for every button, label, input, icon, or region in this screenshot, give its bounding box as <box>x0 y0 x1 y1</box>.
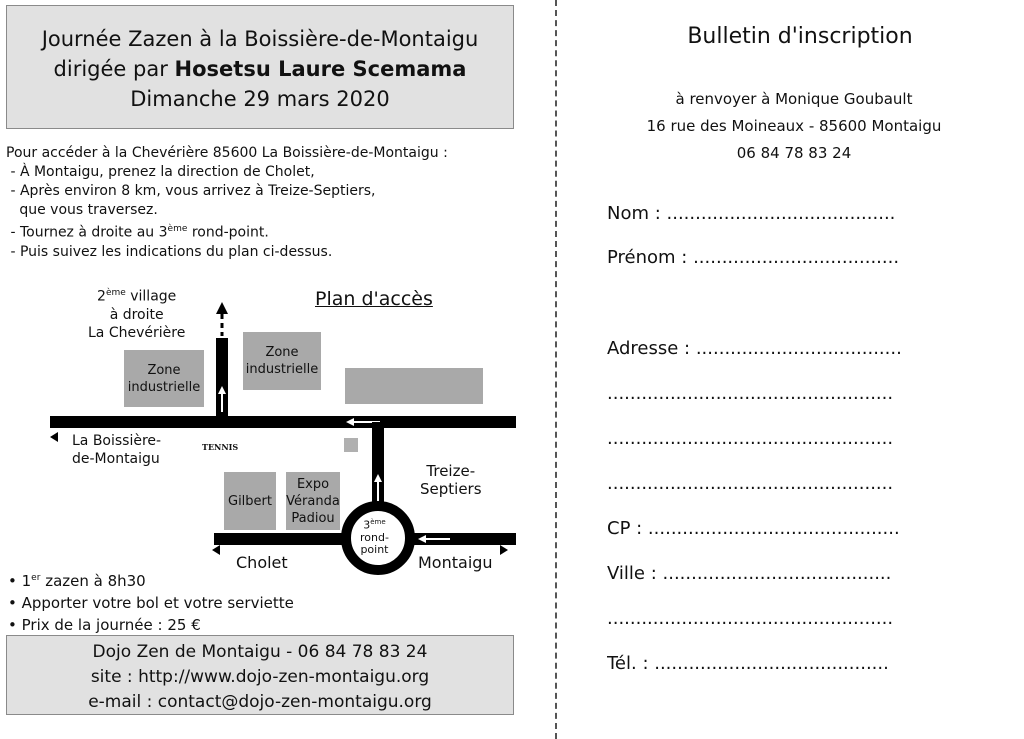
cholet-label: Cholet <box>236 553 288 572</box>
west-arrow-icon <box>50 432 58 442</box>
village-label: 2ème village à droite La Chevérière <box>88 288 186 341</box>
adresse-field[interactable]: Adresse : .................................... <box>607 338 902 359</box>
zone-industrielle-2: Zone industrielle <box>243 332 321 390</box>
event-title: Journée Zazen à la Boissière-de-Montaigu <box>41 27 479 51</box>
event-date: Dimanche 29 mars 2020 <box>130 87 390 111</box>
list-item: • Prix de la journée : 25 € <box>8 616 201 634</box>
gilbert-building: Gilbert <box>224 472 276 530</box>
list-item: • 1er zazen à 8h30 <box>8 572 146 590</box>
unnamed-building <box>345 368 483 404</box>
directions-step: - Puis suivez les indications du plan ci-dessus. <box>6 243 333 260</box>
roundabout-label: 3ème rond- point <box>360 518 389 556</box>
montaigu-label: Montaigu <box>418 553 493 572</box>
event-leader: dirigée par Hosetsu Laure Scemama <box>53 57 467 81</box>
directions-step: - Après environ 8 km, vous arrivez à Treize-Septiers, <box>6 183 376 199</box>
treize-septiers-label: Treize- Septiers <box>420 462 482 498</box>
cholet-arrow-icon <box>212 545 220 555</box>
boissiere-label: La Boissière- de-Montaigu <box>72 433 162 467</box>
leader-name: Hosetsu Laure Scemama <box>174 57 467 81</box>
form-title: Bulletin d'inscription <box>687 24 913 49</box>
event-title-box <box>6 5 514 129</box>
dojo-site: site : http://www.dojo-zen-montaigu.org <box>90 667 430 687</box>
list-item: • Apporter votre bol et votre serviette <box>8 594 294 612</box>
montaigu-arrow-icon <box>500 545 508 555</box>
main-road <box>50 416 516 428</box>
nom-field[interactable]: Nom : ........................................ <box>607 203 896 224</box>
cp-field[interactable]: CP : ............................................ <box>607 518 900 539</box>
directions-step: que vous traversez. <box>6 202 158 218</box>
dojo-phone: Dojo Zen de Montaigu - 06 84 78 83 24 <box>92 642 428 662</box>
adresse-line-4[interactable]: .................................................. <box>607 473 894 494</box>
directions-step: - Tournez à droite au 3ème rond-point. <box>6 224 269 241</box>
access-map <box>40 282 530 582</box>
prenom-field[interactable]: Prénom : .................................... <box>607 247 900 268</box>
tennis-label: TENNIS <box>202 442 239 452</box>
ville-field[interactable]: Ville : ........................................ <box>607 563 892 584</box>
north-arrow-icon <box>216 302 228 314</box>
zone-industrielle-1: Zone industrielle <box>124 350 204 407</box>
directions-text <box>6 144 448 262</box>
expo-veranda-building: Expo Véranda Padiou <box>286 472 340 530</box>
tennis-court <box>344 438 358 452</box>
adresse-line-3[interactable]: .................................................. <box>607 428 894 449</box>
ville-line-2[interactable]: .................................................. <box>607 608 894 629</box>
adresse-line-2[interactable]: .................................................. <box>607 383 894 404</box>
contact-box <box>6 635 514 715</box>
tel-field[interactable]: Tél. : ......................................... <box>607 653 889 674</box>
cut-line <box>555 0 557 739</box>
map-title: Plan d'accès <box>315 288 433 310</box>
practical-info-list <box>8 567 294 636</box>
dojo-email: e-mail : contact@dojo-zen-montaigu.org <box>88 692 432 712</box>
directions-step: - À Montaigu, prenez la direction de Cholet, <box>6 164 315 180</box>
return-address: à renvoyer à Monique Goubault 16 rue des Moineaux - 85600 Montaigu 06 84 78 83 24 <box>646 90 942 162</box>
directions-intro: Pour accéder à la Chevérière 85600 La Boissière-de-Montaigu : <box>6 145 448 161</box>
